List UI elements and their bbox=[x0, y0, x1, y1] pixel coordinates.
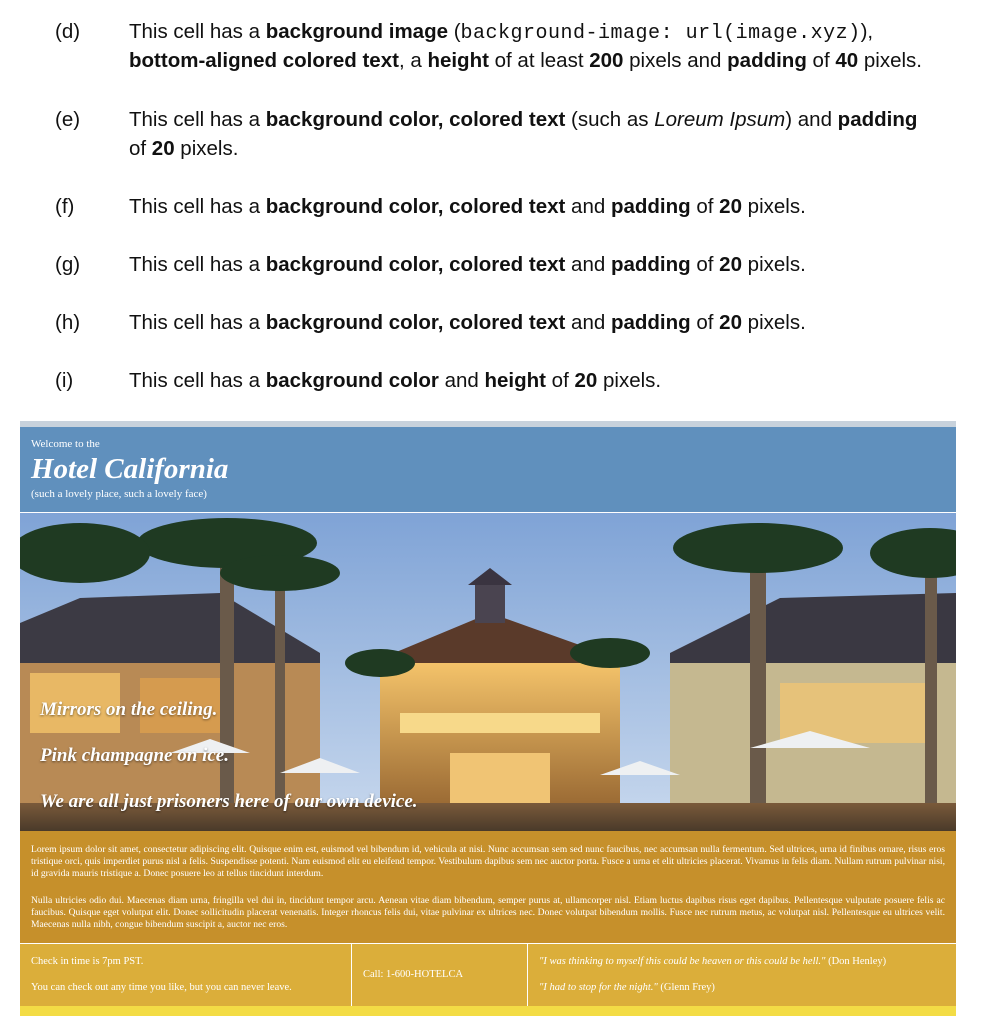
hotel-tagline: (such a lovely place, such a lovely face) bbox=[31, 488, 207, 500]
code-snippet: background-image: url(image.xyz) bbox=[460, 22, 861, 45]
welcome-text: Welcome to the bbox=[31, 438, 100, 450]
quote-1: "I was thinking to myself this could be heaven or this could be hell." (Don Henley) bbox=[539, 956, 887, 967]
item-letter: (d) bbox=[55, 20, 81, 43]
bottom-bar bbox=[20, 1006, 956, 1016]
lyric-line-1: Mirrors on the ceiling. bbox=[40, 699, 218, 720]
hotel-california-table bbox=[20, 421, 956, 1016]
lorem-paragraph-2: Nulla ultricies odio dui. Maecenas diam urna, fringilla vel dui in, tincidunt tempor arcu. Aenean vitae diam bibendum, semper purus at, ullamcorper nisl. Etiam luctus dapibus risus eget dapibus. Pellentesque vulputate posuere felis ac faucibus. Quisque eget volutpat elit. Donec sollicitudin placerat venenatis. Integer rhoncus felis dui, vitae pulvinar ex ultrices nec. Donec volutpat bibendum mollis. Fusce nec rutrum metus, ac volutpat nisl. Pellentesque eu ultrices velit. Maecenas nulla nibh, congue bibendum suscipit a, auctor nec eros. bbox=[31, 895, 945, 930]
lyric-line-2: Pink champagne on ice. bbox=[40, 745, 229, 766]
checkin-text: Check in time is 7pm PST. bbox=[31, 956, 144, 967]
call-text: Call: 1-600-HOTELCA bbox=[363, 969, 464, 980]
hotel-header bbox=[20, 427, 956, 512]
hotel-title: Hotel California bbox=[31, 453, 229, 485]
hotel-photo bbox=[20, 513, 956, 831]
hotel-photo-cell bbox=[20, 513, 956, 831]
lorem-paragraph-1: Lorem ipsum dolor sit amet, consectetur adipiscing elit. Quisque enim est, euismod vel bibendum id, vehicula at nisi. Nunc accumsan sem sed nunc faucibus, nec accumsan nulla fermentum. Sed ultrices, urna id finibus ornare, risus eros tristique orci, quis imperdiet purus nisl a felis. Suspendisse potenti. Nam euismod elit eu eleifend tempor. Vestibulum dapibus sem nec auctor porta. Fusce a urna et elit ultricies placerat. Vivamus in felis diam. Nullam rutrum pulvinar nisi, id gravida mauris tristique a. Donec posuere leo at tellus tincidunt interdum. bbox=[31, 844, 945, 879]
item-letter: (f) bbox=[55, 195, 75, 218]
item-letter: (g) bbox=[55, 253, 81, 276]
lorem-cell bbox=[20, 831, 956, 943]
quotes-cell bbox=[528, 944, 956, 1006]
lyric-line-3: We are all just prisoners here of our own device. bbox=[40, 791, 418, 812]
item-letter: (i) bbox=[55, 369, 74, 392]
checkout-text: You can check out any time you like, but you can never leave. bbox=[31, 982, 292, 993]
item-letter: (h) bbox=[55, 311, 81, 334]
checkin-cell bbox=[20, 944, 352, 1006]
footer-row bbox=[20, 944, 956, 1006]
call-cell bbox=[352, 944, 528, 1006]
quote-2: "I had to stop for the night." (Glenn Frey) bbox=[539, 982, 715, 993]
item-letter: (e) bbox=[55, 108, 81, 131]
